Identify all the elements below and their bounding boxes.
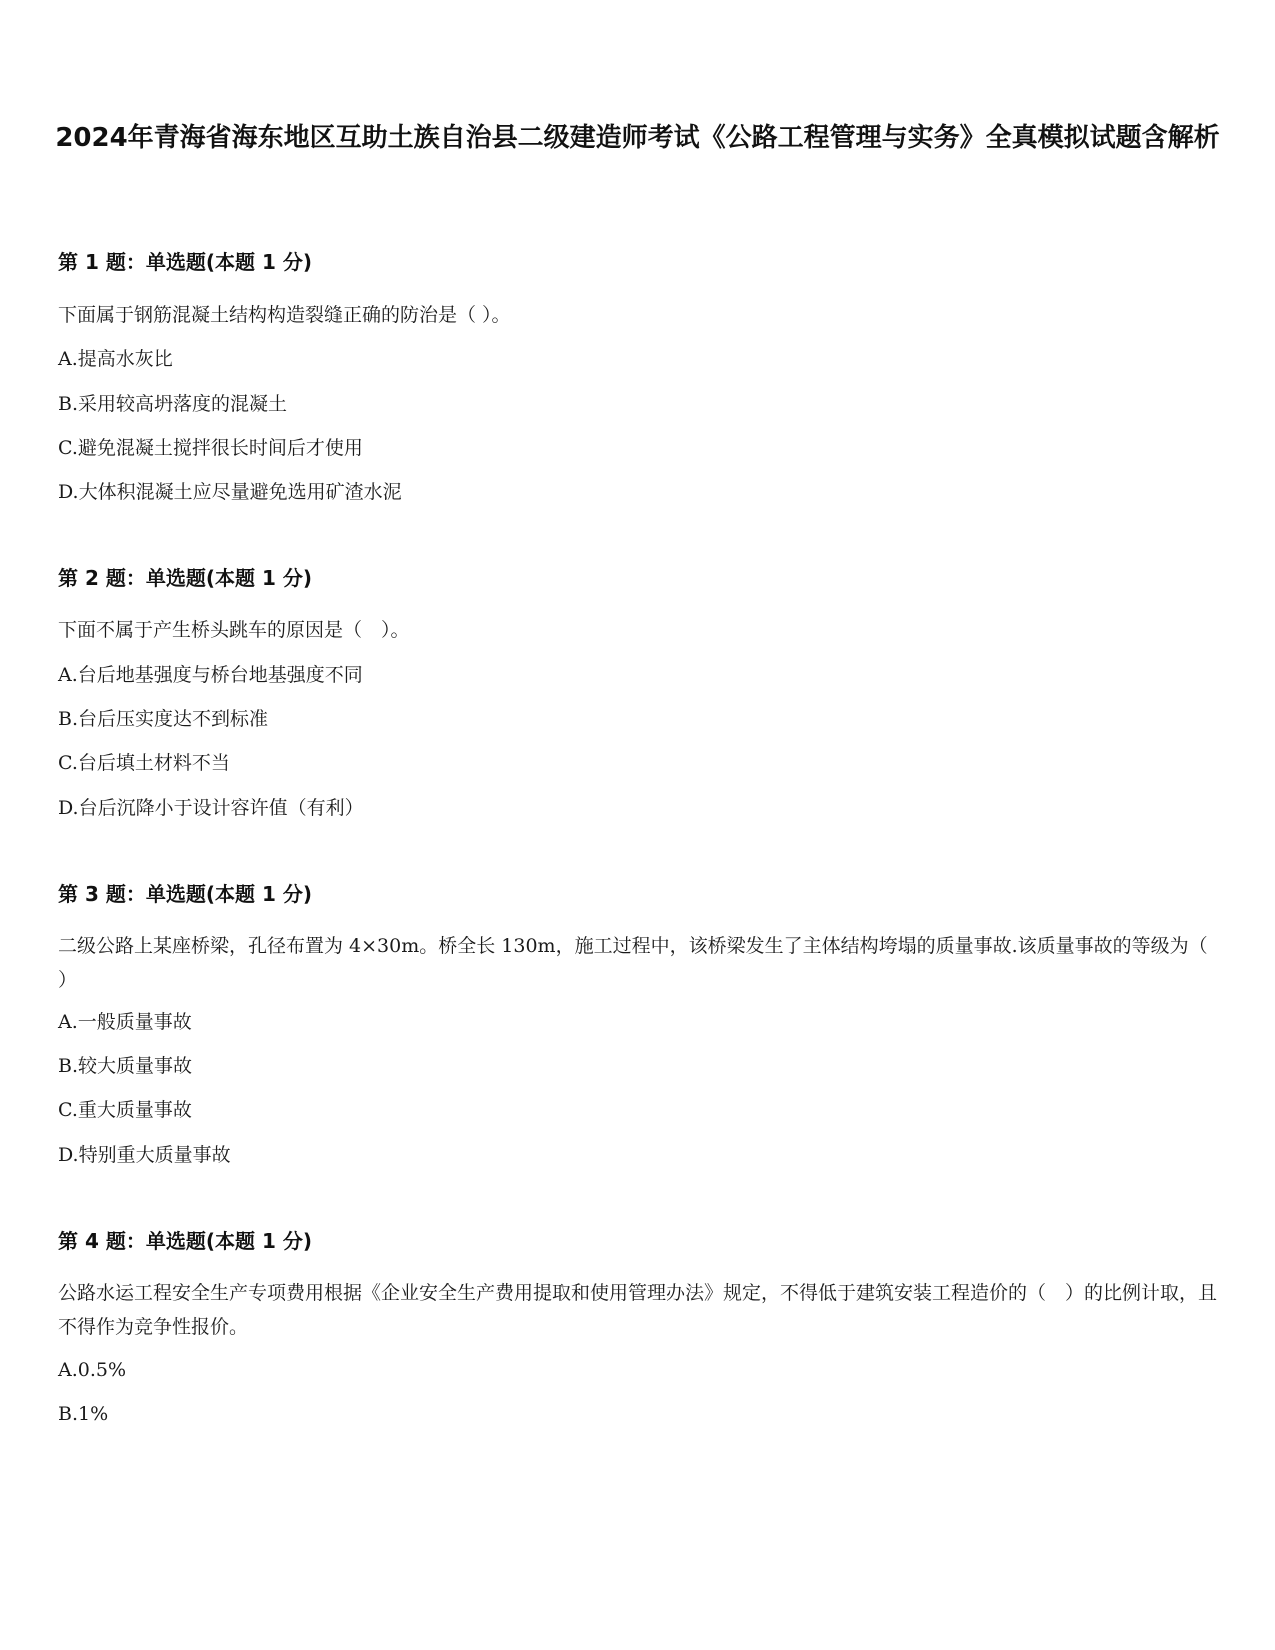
question-2-option-a: A.台后地基强度与桥台地基强度不同	[58, 664, 363, 686]
question-1-option-c: C.避免混凝土搅拌很长时间后才使用	[58, 437, 363, 459]
question-2-stem: 下面不属于产生桥头跳车的原因是（ ）。	[58, 619, 410, 641]
question-3-option-a: A.一般质量事故	[58, 1011, 192, 1033]
question-3-stem: 二级公路上某座桥梁，孔径布置为 4×30m。桥全长 130m，施工过程中，该桥梁发生了主体结构垮塌的质量事故.该质量事故的等级为（ ）	[58, 935, 1208, 991]
question-4-option-b: B.1%	[58, 1403, 109, 1425]
question-2-option-b: B.台后压实度达不到标准	[58, 708, 269, 730]
question-1-option-a: A.提高水灰比	[58, 348, 173, 370]
question-1-heading: 第 1 题：单选题(本题 1 分)	[58, 250, 312, 274]
question-3-heading: 第 3 题：单选题(本题 1 分)	[58, 882, 312, 906]
question-1-option-b: B.采用较高坍落度的混凝土	[58, 393, 288, 415]
question-2-heading: 第 2 题：单选题(本题 1 分)	[58, 566, 312, 590]
question-3-option-c: C.重大质量事故	[58, 1099, 192, 1121]
question-4-stem: 公路水运工程安全生产专项费用根据《企业安全生产费用提取和使用管理办法》规定，不得低于建筑安装工程造价的（ ）的比例计取，且不得作为竞争性报价。	[58, 1282, 1218, 1338]
question-3-option-d: D.特别重大质量事故	[58, 1144, 231, 1166]
question-1-stem: 下面属于钢筋混凝土结构构造裂缝正确的防治是（ ）。	[58, 304, 511, 326]
question-4-heading: 第 4 题：单选题(本题 1 分)	[58, 1229, 312, 1253]
question-3-option-b: B.较大质量事故	[58, 1055, 193, 1077]
question-2-option-d: D.台后沉降小于设计容许值（有利）	[58, 797, 364, 819]
question-4-option-a: A.0.5%	[58, 1359, 127, 1381]
question-2-option-c: C.台后填土材料不当	[58, 752, 230, 774]
question-1-option-d: D.大体积混凝土应尽量避免选用矿渣水泥	[58, 481, 402, 503]
document-title: 2024年青海省海东地区互助土族自治县二级建造师考试《公路工程管理与实务》全真模拟试题含解析	[55, 123, 1220, 153]
